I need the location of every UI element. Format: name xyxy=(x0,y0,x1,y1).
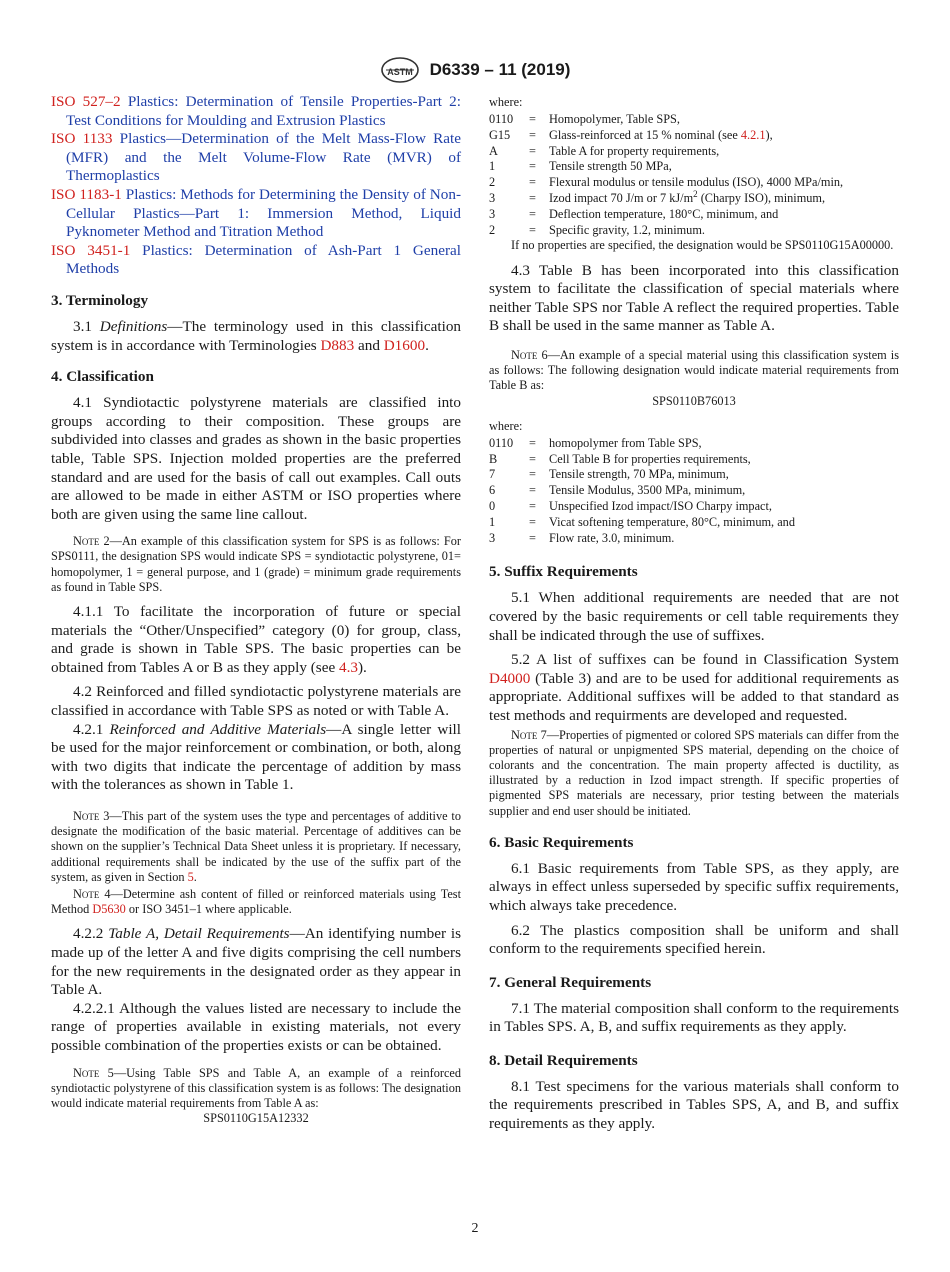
legend-row: 6 = Tensile Modulus, 3500 MPa, minimum, xyxy=(489,483,746,498)
paragraph-4-1: 4.1 Syndiotactic polystyrene materials are classified into groups according to their composition. These groups are subdivided into classes and grades as shown in the basic properties table, Table SPS. Injection molded properties are the preferred standard and are used for the basis of call out examples. Call outs are allowed to be made in either ASTM or ISO properties where both are given using the same line callout. xyxy=(51,394,461,523)
no-properties-note: If no properties are specified, the designation would be SPS0110G15A00000. xyxy=(511,238,894,253)
paragraph-4-2-2-1: 4.2.2.1 Although the values listed are necessary to include the range of properties available in existing materials, not every possible combination of the properties exists or can be obtained. xyxy=(51,999,461,1055)
right-column xyxy=(489,95,899,1134)
legend-row: 2 = Flexural modulus or tensile modulus (ISO), 4000 MPa/min, xyxy=(489,175,844,190)
section-heading-suffix: 5. Suffix Requirements xyxy=(489,563,638,581)
reference-item[interactable]: ISO 527–2 Plastics: Determination of Tensile Properties-Part 2: Test Conditions for Moulding and Extrusion Plastics xyxy=(51,93,461,129)
note-3: Note 3—This part of the system uses the type and percentages of additive to designate the modification of the basic material. Percentage of additives can be shown on the supplier’s Technical Data Sheet unless it is proprietary. If necessary, additional requirements shall be indicated by the use of the suffix part of the system, as given in Section 5. xyxy=(51,809,461,884)
legend-row: 3 = Izod impact 70 J/m or 7 $kJ/m^2$ (Charpy ISO), minimum, xyxy=(489,188,826,205)
designation-example-b: SPS0110B76013 xyxy=(652,393,736,408)
document-designation: D6339 – 11 (2019) xyxy=(429,60,571,79)
legend-row: 1 = Vicat softening temperature, 80°C, minimum, and xyxy=(489,514,795,529)
reference-item[interactable]: ISO 1133 Plastics—Determination of the Melt Mass-Flow Rate (MFR) and the Melt Volume-Flow Rate (MVR) of Thermoplastics xyxy=(51,130,461,185)
legend-row: 1 = Tensile strength 50 MPa, xyxy=(489,159,672,174)
link-4-3[interactable]: 4.3 xyxy=(339,658,358,676)
designation-legend-a xyxy=(489,112,843,238)
note-7: Note 7—Properties of pigmented or colored SPS materials can differ from the properties of natural or unpigmented SPS material, depending on the choice of colorants and the concentration. The main property affected is ductility, as illustrated by a reduction in Izod impact strength. If specific properties of pigmented SPS materials are necessary, prior testing between the materials supplier and end user should be initiated. xyxy=(489,727,899,818)
legend-row: B = Cell Table B for properties requirements, xyxy=(489,451,751,466)
astm-logo-icon xyxy=(380,56,420,84)
link-4-2-1[interactable]: 4.2.1 xyxy=(740,127,766,142)
paragraph-4-2: 4.2 Reinforced and filled syndiotactic polystyrene materials are classified in accordance with Table SPS as noted or with Table A. xyxy=(51,683,461,720)
reference-list xyxy=(51,93,461,279)
legend-row: 3 = Deflection temperature, 180°C, minimum, and xyxy=(489,206,779,221)
section-heading-detail: 8. Detail Requirements xyxy=(489,1051,638,1069)
legend-row: 2 = Specific gravity, 1.2, minimum. xyxy=(489,222,705,237)
paragraph-4-1-1: 4.1.1 To facilitate the incorporation of future or special materials the “Other/Unspecified” category (0) for group, class, and grade is shown in Table SPS. The basic properties can be obtained from Tables A or B as they apply (see 4.3). xyxy=(51,603,461,676)
paragraph-4-2-1: 4.2.1 Reinforced and Additive Materials—A single letter will be used for the major reinforcement or combination, or both, along with two digits that indicate the percentage of addition by mass with the tolerances as shown in Table 1. xyxy=(51,720,461,794)
note-5: Note 5—Using Table SPS and Table A, an example of a reinforced syndiotactic polystyrene of this classification system is as follows: The designation would indicate material requirements from Table A as: xyxy=(51,1065,462,1111)
legend-row: 0110 = homopolymer from Table SPS, xyxy=(489,435,702,450)
page-number: 2 xyxy=(471,1221,479,1236)
section-heading-classification: 4. Classification xyxy=(51,368,154,386)
page-header xyxy=(0,56,950,84)
paragraph-5-1: 5.1 When additional requirements are needed that are not covered by the basic requirements or cell table requirements they shall be indicated through the use of suffixes. xyxy=(489,589,899,644)
legend-row: 0110 = Homopolymer, Table SPS, xyxy=(489,112,680,126)
link-d1600[interactable]: D1600 xyxy=(383,336,426,354)
paragraph-7-1: 7.1 The material composition shall conform to the requirements in Tables SPS. A, B, and suffix requirements as they apply. xyxy=(489,999,899,1036)
link-section-5[interactable]: 5 xyxy=(187,869,194,884)
note-6: Note 6—An example of a special material using this classification system is as follows: The following designation would indicate material requirements from Table B as: xyxy=(489,347,900,393)
where-label: where: xyxy=(489,418,523,433)
reference-item[interactable]: ISO 3451-1 Plastics: Determination of Ash-Part 1 General Methods xyxy=(51,241,461,278)
legend-row: G15 = Glass-reinforced at 15 % nominal (see 4.2.1), xyxy=(489,127,773,142)
note-4: Note 4—Determine ash content of filled or reinforced materials using Test Method D5630 or ISO 3451–1 where applicable. xyxy=(51,887,462,917)
left-column xyxy=(51,93,461,1134)
paragraph-3-1: 3.1 Definitions—The terminology used in this classification system is in accordance with Terminologies D883 and D1600. xyxy=(51,317,462,354)
link-d4000[interactable]: D4000 xyxy=(489,669,531,687)
legend-row: 7 = Tensile strength, 70 MPa, minimum, xyxy=(489,467,729,482)
legend-row: 0 = Unspecified Izod impact/ISO Charpy impact, xyxy=(489,498,772,513)
legend-row: 3 = Flow rate, 3.0, minimum. xyxy=(489,530,675,545)
designation-example-a: SPS0110G15A12332 xyxy=(203,1111,309,1126)
paragraph-6-1: 6.1 Basic requirements from Table SPS, as they apply, are always in effect unless superseded by specific suffix requirements, which always take precedence. xyxy=(489,859,899,914)
link-d5630[interactable]: D5630 xyxy=(92,902,126,917)
paragraph-6-2: 6.2 The plastics composition shall be uniform and shall conform to the requirements specified herein. xyxy=(489,921,899,958)
where-label: where: xyxy=(489,95,523,109)
svg-text:ASTM: ASTM xyxy=(386,67,413,77)
legend-row: A = Table A for property requirements, xyxy=(489,143,720,158)
paragraph-4-2-2: 4.2.2 Table A, Detail Requirements—An identifying number is made up of the letter A and five digits comprising the cell numbers for the new requirements in the designated order as they appear in Table A. xyxy=(51,925,461,999)
paragraph-8-1: 8.1 Test specimens for the various materials shall conform to the requirements prescribed in Tables SPS, A, and B, and suffix requirements as they apply. xyxy=(489,1077,899,1133)
section-heading-basic: 6. Basic Requirements xyxy=(489,833,634,851)
designation-legend-b xyxy=(489,436,795,547)
paragraph-5-2: 5.2 A list of suffixes can be found in Classification System D4000 (Table 3) and are to be used for additional requirements as appropriate. Additional suffixes will be added to that standard as test methods and requirments are developed and requested. xyxy=(489,651,899,724)
link-d883[interactable]: D883 xyxy=(320,336,355,354)
note-2: Note 2—An example of this classification system for SPS is as follows: For SPS0111, the designation SPS would indicate SPS = syndiotactic polystyrene, 01= homopolymer, 1 = general purpose, and 1 (grade) = minimum grade requirements as found in Table SPS. xyxy=(51,534,461,594)
section-heading-terminology: 3. Terminology xyxy=(51,291,149,309)
paragraph-4-3: 4.3 Table B has been incorporated into this classification system to facilitate the classification of special materials where neither Table SPS nor Table A reflect the required properties. Table B shall be used in the same manner as Table A. xyxy=(489,261,899,335)
section-heading-general: 7. General Requirements xyxy=(489,973,652,991)
reference-item[interactable]: ISO 1183-1 Plastics: Methods for Determining the Density of Non-Cellular Plastics—Part 1: Immersion Method, Liquid Pyknometer Method and Titration Method xyxy=(51,185,461,241)
